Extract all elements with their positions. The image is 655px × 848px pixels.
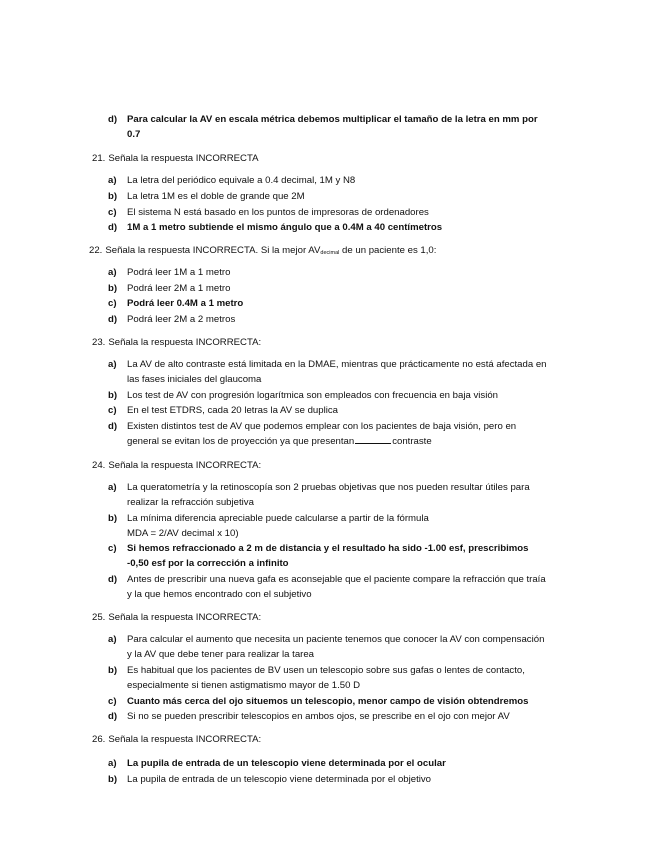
option-letter: a) <box>108 175 117 186</box>
option-22-d <box>108 312 548 327</box>
option-letter: b) <box>108 283 118 294</box>
question-prompt: Señala la respuesta INCORRECTA: <box>108 612 262 623</box>
question-24 <box>92 458 562 473</box>
option-text-formula: MDA = 2/AV decimal x 10) <box>127 528 239 539</box>
question-prompt: Señala la respuesta INCORRECTA <box>108 153 259 164</box>
option-letter: a) <box>108 359 117 370</box>
option-text: Para calcular el aumento que necesita un paciente tenemos que conocer la AV con compensación y la AV que debe tener para realizar la tarea <box>127 634 545 660</box>
question-number: 25. <box>92 612 106 623</box>
option-text: La letra 1M es el doble de grande que 2M <box>127 191 305 202</box>
option-24-a <box>108 480 548 510</box>
option-text: La pupila de entrada de un telescopio viene determinada por el objetivo <box>127 774 432 785</box>
option-23-d <box>108 419 548 449</box>
question-23 <box>92 335 562 350</box>
option-text: La AV de alto contraste está limitada en la DMAE, mientras que prácticamente no está afectada en las fases iniciales del glaucoma <box>127 359 547 385</box>
question-25 <box>92 610 562 625</box>
question-number: 24. <box>92 460 106 471</box>
option-text: Podrá leer 2M a 1 metro <box>127 283 231 294</box>
question-22 <box>89 243 559 258</box>
option-23-c <box>108 403 548 418</box>
option-25-a <box>108 632 548 662</box>
question-number: 21. <box>92 153 106 164</box>
option-letter: c) <box>108 405 117 416</box>
option-21-d <box>108 220 548 235</box>
option-26-a <box>108 756 548 771</box>
option-text: Cuanto más cerca del ojo situemos un telescopio, menor campo de visión obtendremos <box>127 696 529 707</box>
option-letter: b) <box>108 513 118 524</box>
option-24-c <box>108 541 548 571</box>
option-text: Podrá leer 1M a 1 metro <box>127 267 231 278</box>
option-text: Podrá leer 2M a 2 metros <box>127 314 236 325</box>
option-letter: b) <box>108 665 118 676</box>
question-prompt: Señala la respuesta INCORRECTA: <box>108 337 262 348</box>
option-text: La pupila de entrada de un telescopio viene determinada por el ocular <box>127 758 446 769</box>
fill-in-blank <box>355 434 391 444</box>
question-prompt: Señala la respuesta INCORRECTA: <box>108 734 262 745</box>
option-letter: d) <box>108 574 118 585</box>
option-23-a <box>108 357 548 387</box>
option-21-a <box>108 173 548 188</box>
question-prompt-subscript: decimal <box>320 250 340 256</box>
question-number: 26. <box>92 734 106 745</box>
option-25-c <box>108 694 548 709</box>
option-text: En el test ETDRS, cada 20 letras la AV se duplica <box>127 405 338 416</box>
option-letter: d) <box>108 114 118 125</box>
option-22-a <box>108 265 548 280</box>
option-letter: c) <box>108 298 117 309</box>
option-text <box>127 419 548 449</box>
option-letter: c) <box>108 543 117 554</box>
option-text: La letra del periódico equivale a 0.4 decimal, 1M y N8 <box>127 175 356 186</box>
option-text: Antes de prescribir una nueva gafa es aconsejable que el paciente compare la refracción que traía y la que hemos encontrado con el subjetivo <box>127 574 546 600</box>
question-26 <box>92 732 562 747</box>
option-22-b <box>108 281 548 296</box>
option-text: Para calcular la AV en escala métrica debemos multiplicar el tamaño de la letra en mm por 0.7 <box>127 114 538 140</box>
option-letter: b) <box>108 774 118 785</box>
question-prompt-end: de un paciente es 1,0: <box>339 245 437 256</box>
option-text: El sistema N está basado en los puntos de impresoras de ordenadores <box>127 207 429 218</box>
option-letter: a) <box>108 634 117 645</box>
option-letter: a) <box>108 267 117 278</box>
option-25-d <box>108 709 548 724</box>
option-24-b <box>108 511 548 541</box>
option-text: La queratometría y la retinoscopía son 2 pruebas objetivas que nos pueden resultar útiles para realizar la refracción subjetiva <box>127 482 530 508</box>
option-text-line1: La mínima diferencia apreciable puede calcularse a partir de la fórmula <box>127 513 429 524</box>
option-text: Los test de AV con progresión logarítmica son empleados con frecuencia en baja visión <box>127 390 498 401</box>
option-letter: d) <box>108 314 118 325</box>
option-text: Si hemos refraccionado a 2 m de distancia y el resultado ha sido -1.00 esf, prescribimos -0,50 esf por la corrección a infinito <box>127 543 529 569</box>
option-25-b <box>108 663 548 693</box>
option-letter: d) <box>108 421 118 432</box>
question-prompt: Señala la respuesta INCORRECTA. Si la mejor AV <box>105 245 321 256</box>
option-letter: b) <box>108 191 118 202</box>
option-text: Es habitual que los pacientes de BV usen un telescopio sobre sus gafas o lentes de contacto, especialmente si tienen astigmatismo mayor de 1.50 D <box>127 665 525 691</box>
question-number: 22. <box>89 245 103 256</box>
question-number: 23. <box>92 337 106 348</box>
option-letter: b) <box>108 390 118 401</box>
option-letter: c) <box>108 207 117 218</box>
option-21-c <box>108 205 548 220</box>
option-intro-d <box>108 112 548 142</box>
option-22-c <box>108 296 548 311</box>
option-text-start: Existen distintos test de AV que podemos emplear con los pacientes de baja visión, pero en general se evitan los de proyección ya que presentan <box>127 421 517 447</box>
option-21-b <box>108 189 548 204</box>
option-letter: d) <box>108 222 118 233</box>
option-26-b <box>108 772 548 787</box>
option-letter: a) <box>108 482 117 493</box>
question-21 <box>92 151 562 166</box>
option-text <box>127 511 548 541</box>
option-letter: c) <box>108 696 117 707</box>
option-text: Si no se pueden prescribir telescopios en ambos ojos, se prescribe en el ojo con mejor AV <box>127 711 510 722</box>
option-23-b <box>108 388 548 403</box>
question-prompt: Señala la respuesta INCORRECTA: <box>108 460 262 471</box>
option-24-d <box>108 572 548 602</box>
option-letter: d) <box>108 711 118 722</box>
option-text-end: contraste <box>392 436 432 447</box>
option-text: Podrá leer 0.4M a 1 metro <box>127 298 244 309</box>
option-letter: a) <box>108 758 117 769</box>
option-text: 1M a 1 metro subtiende el mismo ángulo que a 0.4M a 40 centímetros <box>127 222 443 233</box>
